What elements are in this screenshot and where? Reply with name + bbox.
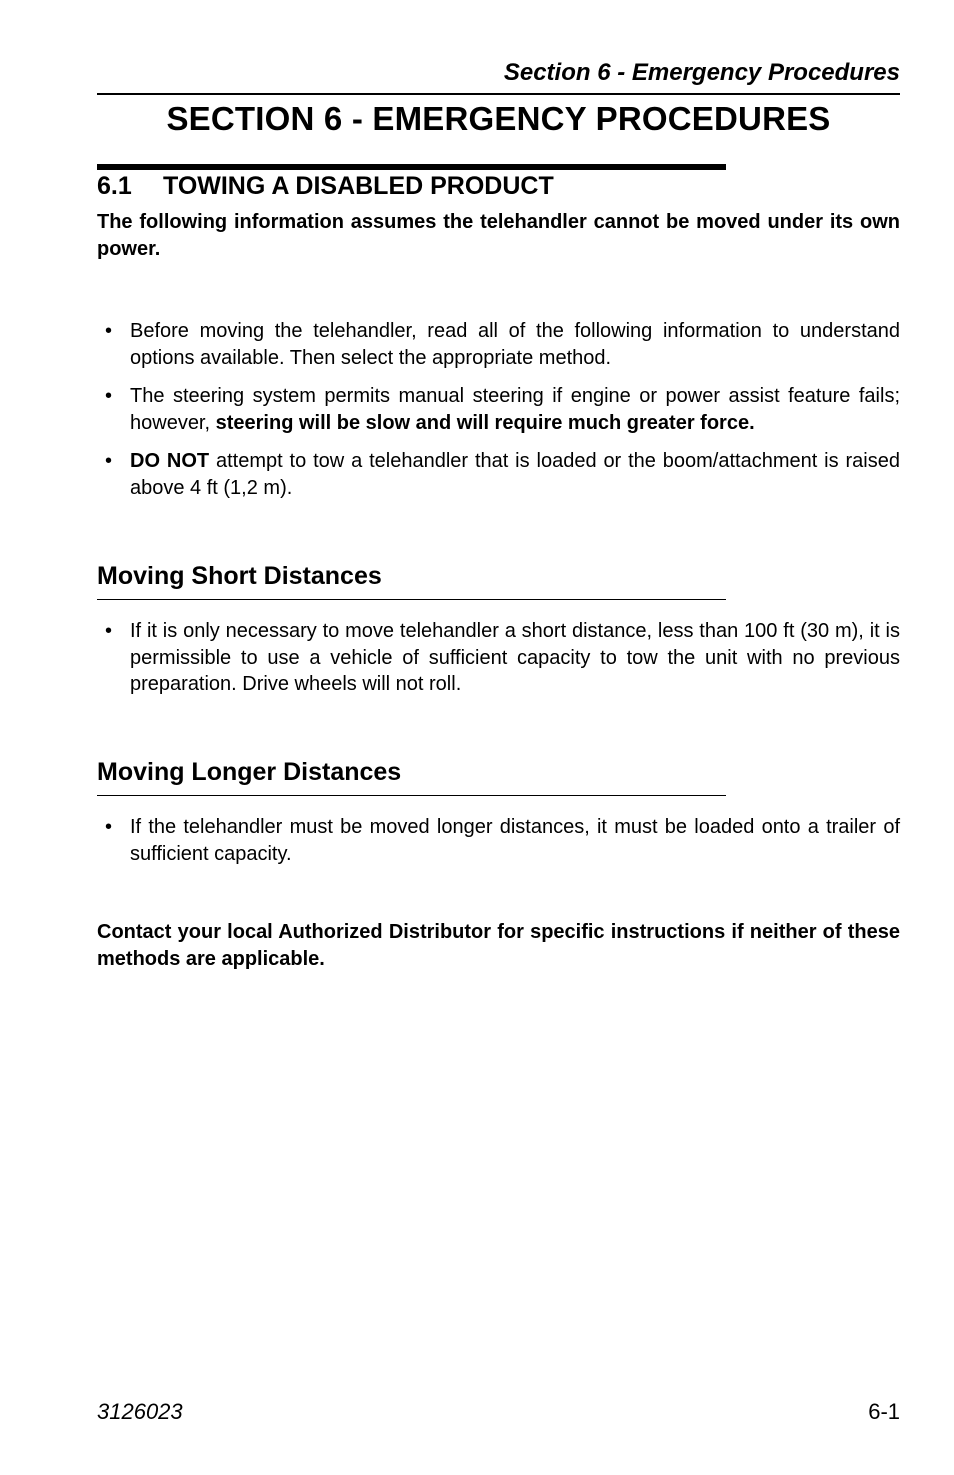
document-number: 3126023	[97, 1399, 183, 1424]
list-item	[97, 448, 900, 501]
short-distance-rule	[97, 599, 726, 600]
bullet-text-emphasis: DO NOT	[130, 450, 210, 472]
list-item	[97, 618, 900, 698]
page-number: 6-1	[868, 1399, 900, 1424]
header-rule	[97, 93, 900, 95]
bullet-text-plain: The steering system permits manual steering if engine or power assist feature fails; however,	[130, 385, 900, 434]
list-item	[97, 814, 900, 867]
bullet-glyph: •	[105, 385, 113, 407]
bullet-glyph: •	[105, 450, 113, 472]
list-item	[97, 318, 900, 371]
bullet-text-plain: attempt to tow a telehandler that is loaded or the boom/attachment is raised above 4 ft (1,2 m).	[130, 450, 900, 499]
bullet-text: If it is only necessary to move telehandler a short distance, less than 100 ft (30 m), it is permissible to use a vehicle of sufficient capacity to tow the unit with no previous preparation. Drive wheels will not roll.	[130, 620, 900, 695]
bullet-text: Before moving the telehandler, read all of the following information to understand options available. Then select the appropriate method.	[130, 320, 900, 369]
short-distance-heading: Moving Short Distances	[97, 562, 382, 590]
longer-distance-rule	[97, 795, 726, 796]
subsection-number: 6.1	[97, 172, 132, 200]
section-title: SECTION 6 - EMERGENCY PROCEDURES	[166, 100, 831, 137]
subsection-title: TOWING A DISABLED PRODUCT	[163, 172, 554, 200]
bullet-text-emphasis: steering will be slow and will require much greater force.	[215, 411, 755, 434]
bullet-text	[130, 383, 900, 436]
bullet-text: If the telehandler must be moved longer distances, it must be loaded onto a trailer of sufficient capacity.	[130, 816, 900, 865]
bullet-text	[130, 448, 900, 501]
list-item	[97, 383, 900, 436]
running-header: Section 6 - Emergency Procedures	[503, 59, 900, 86]
bullet-glyph: •	[105, 320, 113, 342]
bullet-glyph: •	[105, 620, 113, 642]
contact-note: Contact your local Authorized Distributor for specific instructions if neither of these methods are applicable.	[97, 921, 900, 970]
longer-distance-heading: Moving Longer Distances	[97, 758, 402, 786]
bullet-glyph: •	[105, 816, 113, 838]
subsection-heading	[97, 171, 554, 201]
intro-paragraph: The following information assumes the telehandler cannot be moved under its own power.	[97, 211, 900, 260]
subsection-rule	[97, 164, 726, 170]
